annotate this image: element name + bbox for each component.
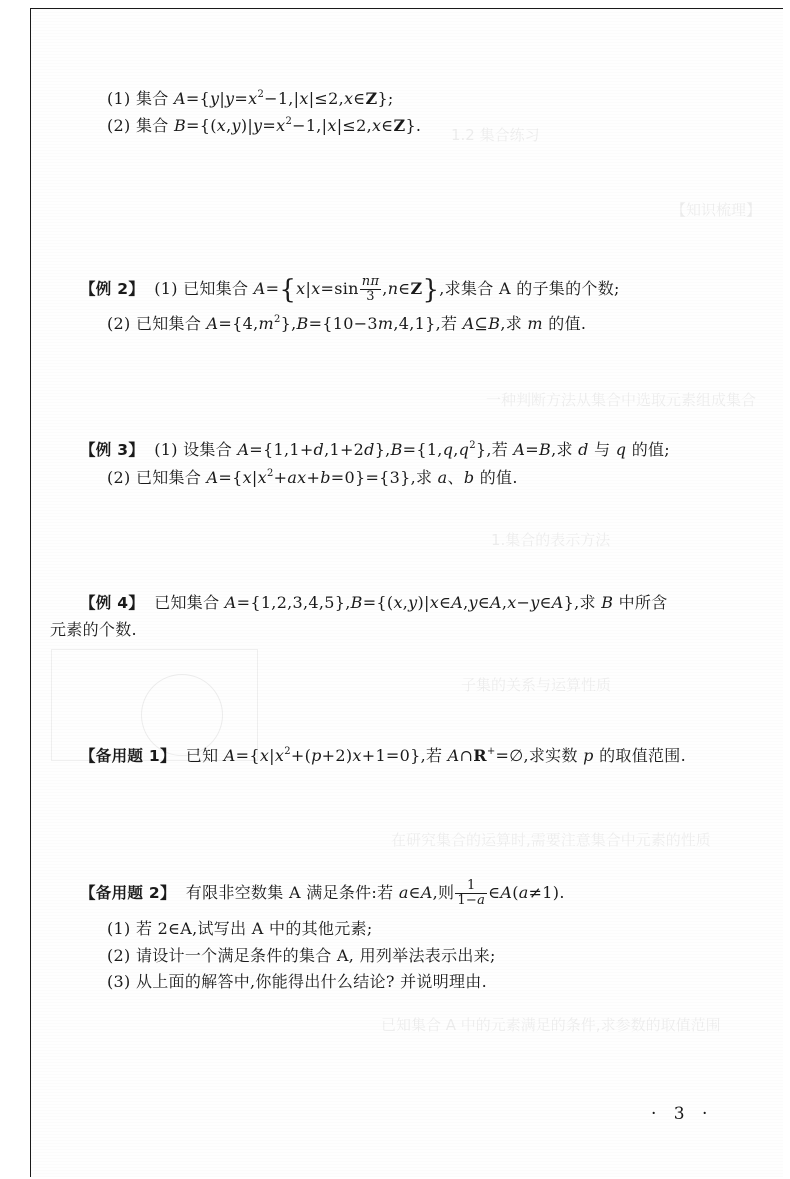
example-3-part2: (2) 已知集合 $A=\{x|x^2+ax+b=0\}=\{3\}$,求 a、b 的值. <box>107 468 518 487</box>
bleed-through-text: 一种判断方法从集合中选取元素组成集合 <box>486 391 757 409</box>
example-tag: 【例 4】 <box>80 594 145 612</box>
problem-part2: (2) 集合 $B=\{(x,y)|y=x^2-1,|x|\le 2,x\in Z\}$. <box>107 116 422 135</box>
bleed-through-text: 子集的关系与运算性质 <box>461 676 612 694</box>
bleed-through-text: 已知集合 A 中的元素满足的条件,求参数的取值范围 <box>381 1016 721 1034</box>
part-label: (1) 集合 <box>107 89 169 108</box>
backup-problem-2-q2: (2) 请设计一个满足条件的集合 A, 用列举法表示出来; <box>107 946 496 965</box>
backup-problem-2-q3: (3) 从上面的解答中,你能得出什么结论? 并说明理由. <box>107 972 487 991</box>
page-number: · 3 · <box>651 1104 714 1124</box>
bleed-through-text: 在研究集合的运算时,需要注意集合中元素的性质 <box>391 831 711 849</box>
example-tag: 【例 2】 <box>80 280 145 298</box>
part-label: (2) 集合 <box>107 116 169 135</box>
bleed-through-figure <box>141 674 223 756</box>
example-3-part1: 【例 3】 (1) 设集合 $A=\{1,1+d,1+2d\},B=\{1,q,q^2\}$,若 A=B,求 d 与 q 的值; <box>80 440 670 459</box>
example-4: 【例 4】 已知集合 A={1,2,3,4,5},B={(x,y)|x∈A,y∈A,x−y∈A},求 B 中所含 <box>80 593 668 612</box>
backup-tag: 【备用题 2】 <box>80 884 176 902</box>
example-4-cont: 元素的个数. <box>50 620 137 639</box>
bleed-through-text: 1.2 集合练习 <box>451 126 540 144</box>
backup-tag: 【备用题 1】 <box>80 747 176 765</box>
bleed-through-text: 【知识梳理】 <box>671 201 762 219</box>
example-2-part2: (2) 已知集合 $A=\{4,m^2\},B=\{10-3m,4,1\}$,若 A⊆B,求 m 的值. <box>107 314 587 333</box>
bleed-through-figure <box>51 649 258 761</box>
backup-problem-2: 【备用题 2】 有限非空数集 A 满足条件:若 a∈A,则 $\frac{1}{1-a}$ ∈A(a≠1). <box>80 878 565 908</box>
bleed-through-text: 1.集合的表示方法 <box>491 531 611 549</box>
backup-problem-2-q1: (1) 若 2∈A,试写出 A 中的其他元素; <box>107 919 373 938</box>
problem-part1: (1) 集合 $A=\{y|y=x^2-1,|x|\le 2,x\in Z\}$; <box>107 89 394 108</box>
example-2-part1: 【例 2】 (1) 已知集合 A={x|x=sin $\frac{n\pi}{3}$ ,n∈Z},求集合 A 的子集的个数; <box>80 274 620 305</box>
backup-problem-1: 【备用题 1】 已知 $A=\{x|x^2+(p+2)x+1=0\}$,若 A∩R+=∅,求实数 p 的取值范围. <box>80 746 686 765</box>
example-tag: 【例 3】 <box>80 441 145 459</box>
textbook-page <box>30 8 783 1177</box>
